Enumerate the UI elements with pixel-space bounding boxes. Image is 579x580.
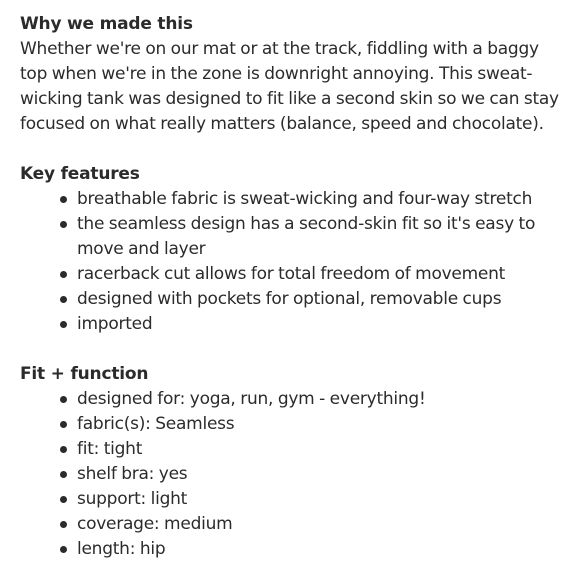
list-item-text: fit: tight — [77, 439, 143, 459]
list-item-text: coverage: medium — [77, 514, 233, 534]
key-features-list — [20, 187, 569, 337]
list-item — [60, 212, 569, 262]
section-spacer — [20, 337, 569, 362]
bullet-icon — [60, 271, 67, 278]
bullet-icon — [60, 446, 67, 453]
bullet-icon — [60, 521, 67, 528]
list-item-text: support: light — [77, 489, 188, 509]
bullet-icon — [60, 321, 67, 328]
list-item-text: shelf bra: yes — [77, 464, 188, 484]
list-item — [60, 287, 569, 312]
list-item — [60, 412, 569, 437]
list-item — [60, 387, 569, 412]
list-item-text: imported — [77, 314, 153, 334]
bullet-icon — [60, 546, 67, 553]
list-item — [60, 462, 569, 487]
bullet-icon — [60, 221, 67, 228]
list-item-text: designed for: yoga, run, gym - everything! — [77, 389, 426, 409]
why-title: Why we made this — [20, 14, 193, 34]
why-section — [20, 12, 569, 137]
fit-function-title: Fit + function — [20, 364, 149, 384]
list-item — [60, 312, 569, 337]
why-description: Whether we're on our mat or at the track, fiddling with a baggy top when we're in the zone is downright annoying. This sweat-wicking tank was designed to fit like a second skin so we can stay focused on what really matters (balance, speed and chocolate). — [20, 39, 559, 134]
list-item — [60, 262, 569, 287]
list-item — [60, 187, 569, 212]
fit-function-section — [20, 362, 569, 562]
key-features-section — [20, 162, 569, 337]
list-item — [60, 537, 569, 562]
list-item — [60, 487, 569, 512]
bullet-icon — [60, 196, 67, 203]
fit-function-list — [20, 387, 569, 562]
bullet-icon — [60, 471, 67, 478]
bullet-icon — [60, 296, 67, 303]
bullet-icon — [60, 496, 67, 503]
section-spacer — [20, 137, 569, 162]
list-item-text: racerback cut allows for total freedom of movement — [77, 264, 506, 284]
list-item-text: fabric(s): Seamless — [77, 414, 235, 434]
bullet-icon — [60, 421, 67, 428]
list-item-text: the seamless design has a second-skin fit so it's easy to move and layer — [77, 214, 536, 259]
bullet-icon — [60, 396, 67, 403]
key-features-title: Key features — [20, 164, 140, 184]
list-item — [60, 512, 569, 537]
list-item — [60, 437, 569, 462]
list-item-text: designed with pockets for optional, removable cups — [77, 289, 502, 309]
list-item-text: breathable fabric is sweat-wicking and four-way stretch — [77, 189, 533, 209]
list-item-text: length: hip — [77, 539, 166, 559]
